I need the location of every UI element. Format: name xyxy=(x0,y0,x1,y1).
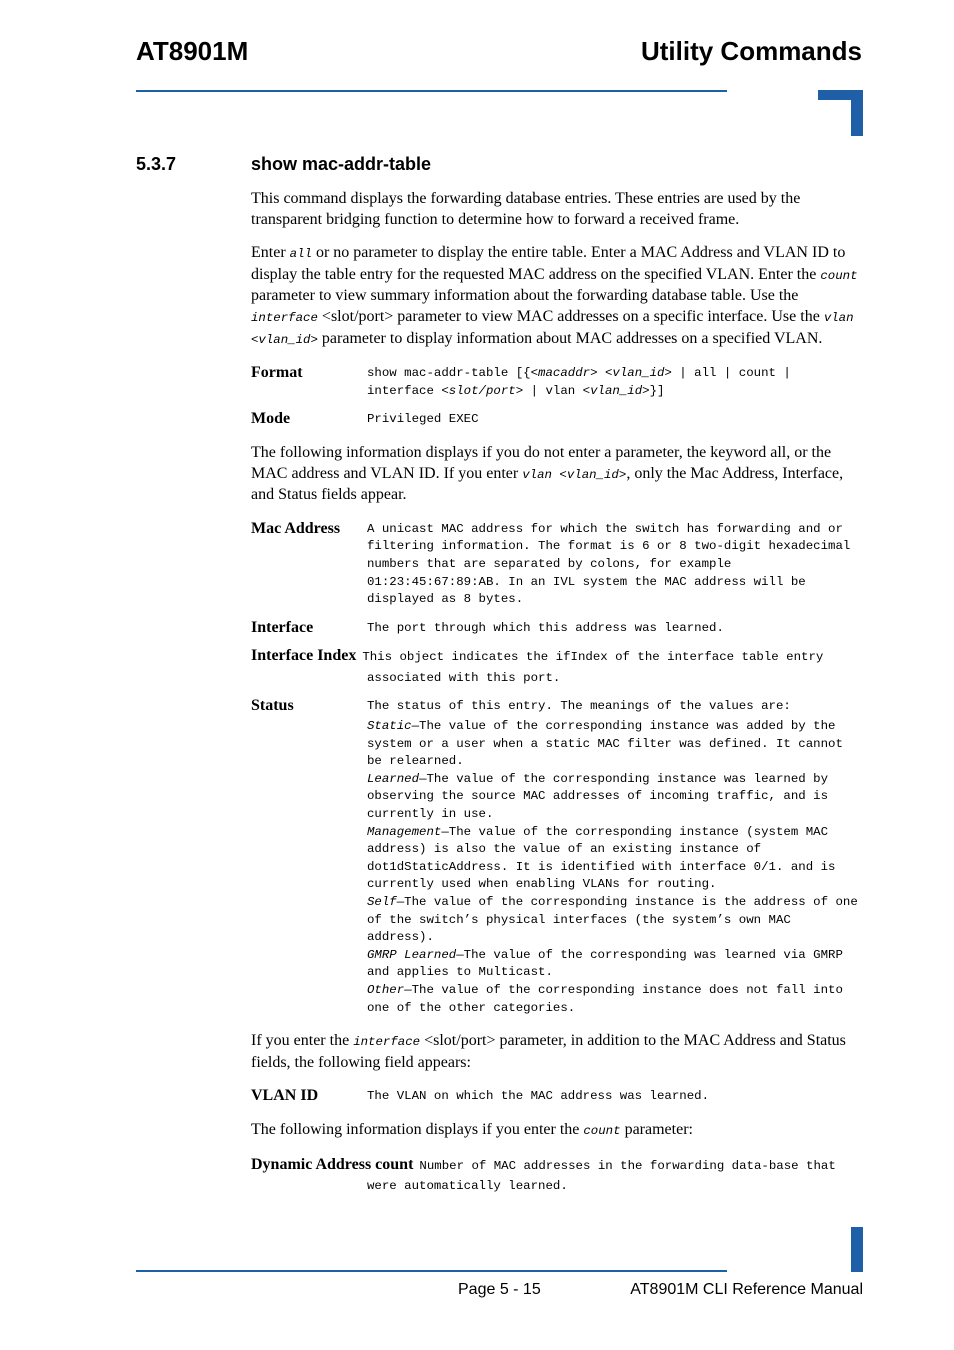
footer-manual-title: AT8901M CLI Reference Manual xyxy=(630,1281,863,1298)
mode-desc: Privileged EXEC xyxy=(367,412,479,427)
code-all: all xyxy=(289,247,312,262)
code-vlan-2: vlan <vlan_id> xyxy=(522,467,627,482)
code-interface-2: interface xyxy=(353,1035,421,1050)
field-term: Interface xyxy=(251,618,314,636)
field-desc: The status of this entry. The meanings of the values are: Static—The value of the corresponding instance was added by the system or a user when a static MAC filter was defined. It cannot be relearned. Learned—The value of the corresponding instance was learned by observing the source MAC addresses of incoming traffic, and is currently in use. Management—The value of the corresponding instance (system MAC address) is also the value of an existing instance of dot1dStaticAddress. It is identified with interface 0/1. and is currently used when enabling VLANs for routing. Self—The value of the corresponding instance is the address of one of the switch’s physical interfaces (the system’s own MAC address). GMRP Learned—The value of the corresponding was learned via GMRP and applies to Multicast. Other—The value of the corresponding instance does not fall into one of the other categories. xyxy=(367,696,863,1017)
status-learned: Learned—The value of the corresponding instance was learned by observing the source MAC addresses of incoming traffic, and is currently in use. xyxy=(367,771,829,822)
format-entry xyxy=(251,363,863,400)
field-dynamic-address-count xyxy=(251,1155,863,1196)
field-desc: A unicast MAC address for which the switch has forwarding and or filtering information. The format is 6 or 8 two-digit hexadecimal numbers that are separated by colons, for example 01:23:45:67:89:AB. In an IVL system the MAC address will be displayed as 8 bytes. xyxy=(367,521,851,607)
field-desc: The port through which this address was learned. xyxy=(367,620,724,635)
field-interface-index xyxy=(251,646,863,687)
corner-mark-bottom xyxy=(851,1227,863,1272)
field-status xyxy=(251,696,863,1017)
intro-paragraph: This command displays the forwarding database entries. These entries are used by the transparent bridging function to determine how to forward a received frame. xyxy=(251,190,801,228)
footer-rule xyxy=(136,1270,727,1272)
field-term: Status xyxy=(251,697,294,715)
header-rule xyxy=(136,90,727,92)
mode-term: Mode xyxy=(251,410,291,428)
code-count-2: count xyxy=(583,1123,621,1138)
section-title: show mac-addr-table xyxy=(251,154,432,174)
field-mac-address xyxy=(251,519,863,609)
field-term: Interface Index xyxy=(251,647,357,665)
status-gmrp-learned: GMRP Learned—The value of the corresponding was learned via GMRP and applies to Multicast. xyxy=(367,947,843,980)
count-paragraph: The following information displays if you enter the count parameter: xyxy=(251,1120,693,1138)
format-term: Format xyxy=(251,364,303,382)
field-term: VLAN ID xyxy=(251,1087,319,1105)
field-term: Mac Address xyxy=(251,519,341,537)
field-desc: This object indicates the ifIndex of the interface table entry associated with this port. xyxy=(362,650,824,685)
section-number: 5.3.7 xyxy=(136,154,177,174)
field-interface xyxy=(251,618,863,638)
main-content xyxy=(251,189,863,1205)
status-self: Self—The value of the corresponding instance is the address of one of the switch’s physical interfaces (the system’s own MAC address). xyxy=(367,895,858,945)
status-static: Static—The value of the corresponding instance was added by the system or a user when a static MAC filter was defined. It cannot be relearned. xyxy=(367,719,843,769)
field-vlan-id xyxy=(251,1086,863,1106)
code-count: count xyxy=(820,268,858,283)
header-product: AT8901M xyxy=(136,36,249,66)
format-syntax: show mac-addr-table [{<macaddr> <vlan_id> | all | count | interface <slot/port> | vlan <vlan_id>}] xyxy=(367,366,791,398)
status-management: Management—The value of the corresponding instance (system MAC address) is also the value of an existing instance of dot1dStaticAddress. It is identified with interface 0/1. and is currently used when enabling VLANs for routing. xyxy=(367,824,836,892)
interface-paragraph: If you enter the interface <slot/port> parameter, in addition to the MAC Address and Status fields, the following field appears: xyxy=(251,1032,846,1071)
footer-page-number: Page 5 - 15 xyxy=(458,1281,541,1298)
field-term: Dynamic Address count xyxy=(251,1155,414,1173)
mode-entry xyxy=(251,409,863,429)
corner-mark-top xyxy=(818,90,863,136)
code-vlan: vlan <vlan_id> xyxy=(251,310,854,347)
status-other: Other—The value of the corresponding instance does not fall into one of the other categories. xyxy=(367,982,843,1015)
fields-intro-paragraph: The following information displays if you do not enter a parameter, the keyword all, or the MAC address and VLAN ID. If you enter vlan <vlan_id>, only the Mac Address, Interface, and Status fields appear. xyxy=(251,443,844,504)
code-interface: interface xyxy=(251,310,318,325)
field-desc: Number of MAC addresses in the forwarding data-base that were automatically learned. xyxy=(367,1158,836,1194)
header-chapter: Utility Commands xyxy=(640,36,862,66)
usage-paragraph: Enter all or no parameter to display the entire table. Enter a MAC Address and VLAN ID to display the table entry for the requested MAC address on the specified VLAN. Enter the count parameter to view summary information about the forwarding database table. Use the interface <slot/port> parameter to view MAC addresses on a specific interface. Use the vlan <vlan_id> parameter to display information about MAC addresses on a specified VLAN. xyxy=(251,244,858,347)
field-desc: The VLAN on which the MAC address was learned. xyxy=(367,1089,710,1104)
